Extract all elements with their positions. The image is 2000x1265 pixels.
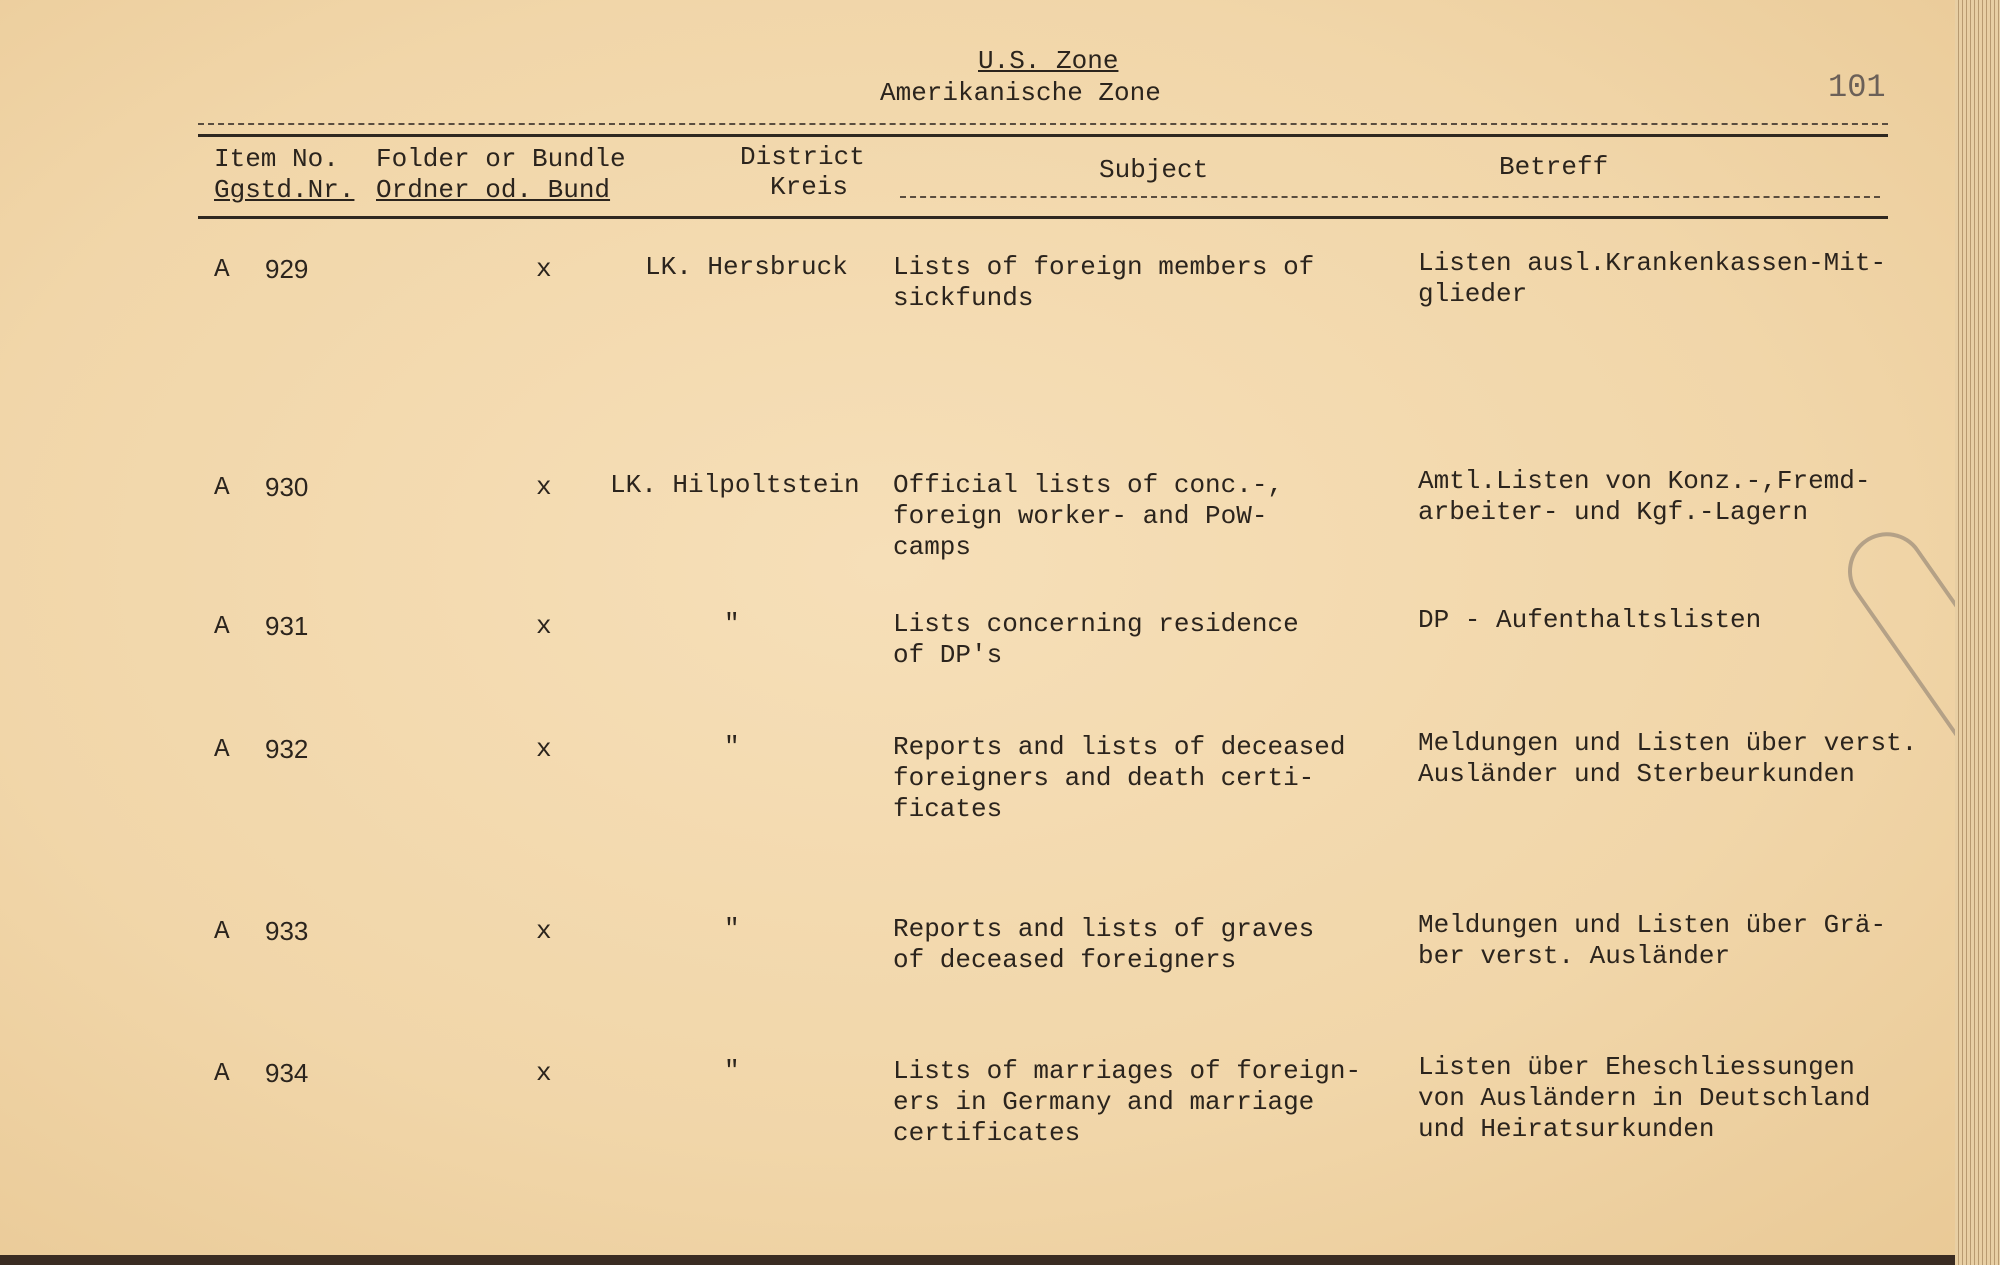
col-header-item-de: Ggstd.Nr. (214, 175, 355, 205)
item-number: 933 (265, 916, 309, 946)
col-header-item-en: Item No. (214, 144, 339, 174)
col-header-folder-de: Ordner od. Bund (376, 175, 611, 205)
district: LK. Hersbruck (645, 252, 848, 282)
row-prefix: A (214, 734, 230, 764)
district: " (724, 609, 740, 639)
row-prefix: A (214, 611, 230, 641)
item-number: 932 (265, 734, 309, 764)
item-number: 930 (265, 472, 309, 502)
zone-title-de: Amerikanische Zone (880, 78, 1161, 108)
folder-mark: x (536, 254, 552, 284)
folder-mark: x (536, 611, 552, 641)
subject: Lists of foreign members of sickfunds (893, 252, 1315, 313)
divider (198, 134, 1888, 137)
col-header-district-de: Kreis (770, 172, 849, 202)
folder-mark: x (536, 1058, 552, 1088)
divider (900, 196, 1880, 198)
betreff: DP - Aufenthaltslisten (1418, 605, 1762, 635)
col-header-subject: Subject (1099, 155, 1209, 185)
item-number: 929 (265, 254, 309, 284)
row-prefix: A (214, 1058, 230, 1088)
col-header-folder-en: Folder or Bundle (376, 144, 626, 174)
betreff: Meldungen und Listen über verst. Ausländer und Sterbeurkunden (1418, 728, 1918, 789)
subject: Reports and lists of graves of deceased foreigners (893, 914, 1315, 975)
divider (198, 216, 1888, 219)
district: " (724, 914, 740, 944)
district: " (724, 732, 740, 762)
item-number: 931 (265, 611, 309, 641)
row-prefix: A (214, 472, 230, 502)
row-prefix: A (214, 916, 230, 946)
subject: Reports and lists of deceased foreigners and death certi- ficates (893, 732, 1346, 824)
folder-mark: x (536, 916, 552, 946)
district: " (724, 1056, 740, 1086)
subject: Official lists of conc.-, foreign worker- and PoW- camps (893, 470, 1284, 562)
subject: Lists concerning residence of DP's (893, 609, 1299, 670)
district: LK. Hilpoltstein (610, 470, 860, 500)
folder-mark: x (536, 472, 552, 502)
col-header-district-en: District (740, 142, 865, 172)
folder-mark: x (536, 734, 552, 764)
row-prefix: A (214, 254, 230, 284)
betreff: Amtl.Listen von Konz.-,Fremd- arbeiter- und Kgf.-Lagern (1418, 466, 1871, 527)
divider (198, 123, 1888, 125)
item-number: 934 (265, 1058, 309, 1088)
page-edges (1955, 0, 2000, 1265)
betreff: Listen ausl.Krankenkassen-Mit- glieder (1418, 248, 1887, 309)
zone-title-en: U.S. Zone (978, 46, 1119, 76)
betreff: Listen über Eheschliessungen von Ausländern in Deutschland und Heiratsurkunden (1418, 1052, 1871, 1144)
betreff: Meldungen und Listen über Grä- ber verst. Ausländer (1418, 910, 1887, 971)
page-number: 101 (1828, 69, 1886, 106)
subject: Lists of marriages of foreign- ers in Germany and marriage certificates (893, 1056, 1362, 1148)
col-header-betreff: Betreff (1499, 152, 1609, 182)
